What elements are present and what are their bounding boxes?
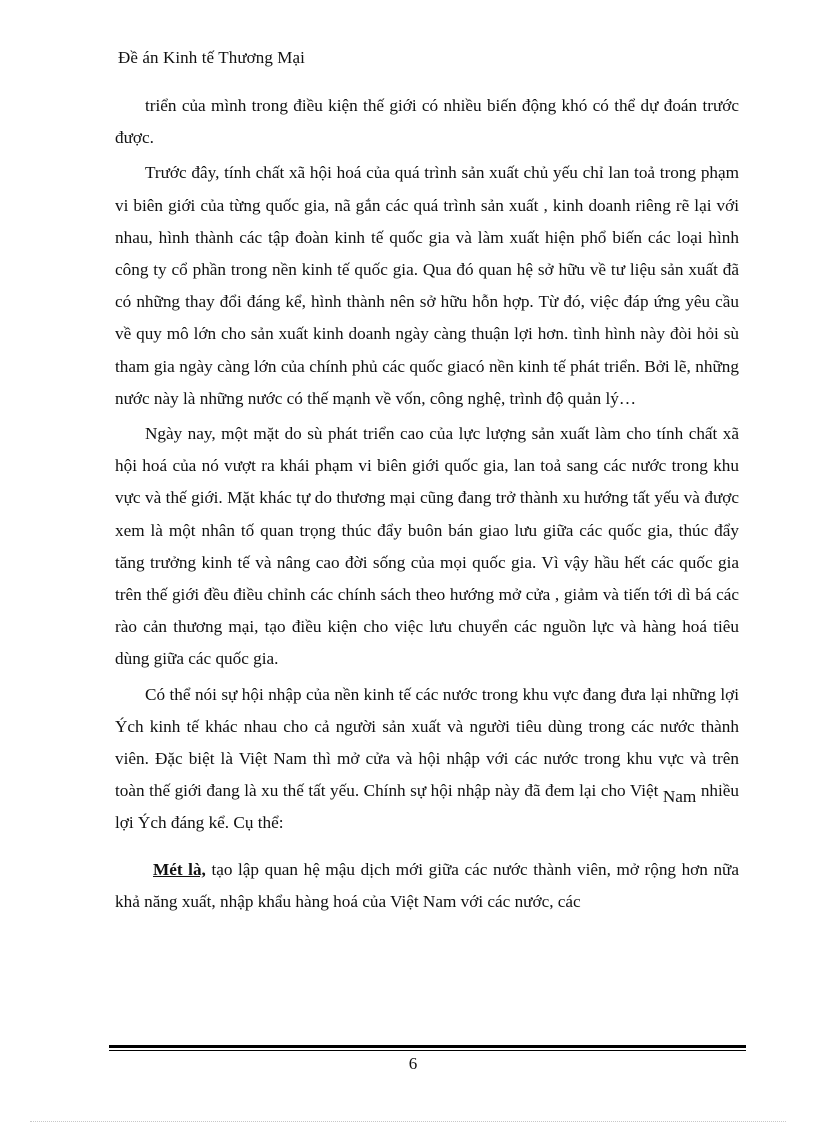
page-bottom-dotted-border (30, 1121, 786, 1122)
page-header: Đề án Kinh tế Thương Mại (118, 48, 305, 67)
page-number: 6 (408, 1054, 418, 1073)
paragraph-4-subscript-word: Nam (662, 787, 697, 807)
paragraph-1: triển của mình trong điều kiện thế giới có nhiều biến động khó có thể dự đoán trước được. (115, 96, 739, 148)
paragraph-4-text-before: Có thể nói sự hội nhập của nền kinh tế các nước trong khu vực đang đưa lại những lợi Ých kinh tế khác nhau cho cả người sản xuất và người tiêu dùng trong các nước thành viên. Đặc biệt là Việt Nam thì mở cửa và hội nhập với các nước trong khu vực và trên toàn thế giới đang là xu thế tất yếu. Chính sự hội nhập này đã đem lại cho Việt (115, 684, 739, 801)
paragraph-4 (115, 679, 739, 840)
paragraph-3: Ngày nay, một mặt do sù phát triển cao của lực lượng sản xuất làm cho tính chất xã hội hoá của nó vượt ra khái phạm vi biên giới quốc gia, lan toả sang các nước trong khu vực và thế giới. Mặt khác tự do thương mại cũng đang trở thành xu hướng tất yếu và được xem là một nhân tố quan trọng thúc đẩy buôn bán giao lưu giữa các quốc gia, thúc đẩy tăng trưởng kinh tế và nâng cao đời sống của mọi quốc gia. Vì vậy hầu hết các quốc gia trên thế giới đều điều chỉnh các chính sách theo hướng mở cửa , giảm và tiến tới dì bá các rào cản thương mại, tạo điều kiện cho việc lưu chuyển các nguồn lực và hàng hoá tiêu dùng giữa các quốc gia. (115, 424, 739, 669)
paragraph-5-text: tạo lập quan hệ mậu dịch mới giữa các nước thành viên, mở rộng hơn nữa khả năng xuất, nhập khẩu hàng hoá của Việt Nam với các nước, các (115, 859, 739, 911)
paragraph-4-text-after: nhiều lợi Ých đáng kể. Cụ thể: (115, 781, 739, 833)
paragraph-5-label: Mét là, (153, 859, 206, 879)
document-body (115, 90, 739, 921)
footer-rule-thin (109, 1050, 746, 1051)
footer-rule-thick (109, 1045, 746, 1048)
paragraph-5 (115, 854, 739, 918)
paragraph-2: Trước đây, tính chất xã hội hoá của quá trình sản xuất chủ yếu chỉ lan toả trong phạm vi biên giới của từng quốc gia, nã gắn các quá trình sản xuất , kinh doanh riêng rẽ lại với nhau, hình thành các tập đoàn kinh tế quốc gia và làm xuất hiện phổ biến các loại hình công ty cổ phần trong nền kinh tế quốc gia. Qua đó quan hệ sở hữu về tư liệu sản xuất đã có những thay đổi đáng kể, hình thành nên sở hữu hỗn hợp. Từ đó, việc đáp ứng yêu cầu về quy mô lớn cho sản xuất kinh doanh ngày càng thuận lợi hơn. tình hình này đòi hỏi sù tham gia ngày càng lớn của chính phủ các quốc giacó nền kinh tế phát triển. Bởi lẽ, những nước này là những nước có thế mạnh về vốn, công nghệ, trình độ quản lý… (115, 163, 739, 408)
